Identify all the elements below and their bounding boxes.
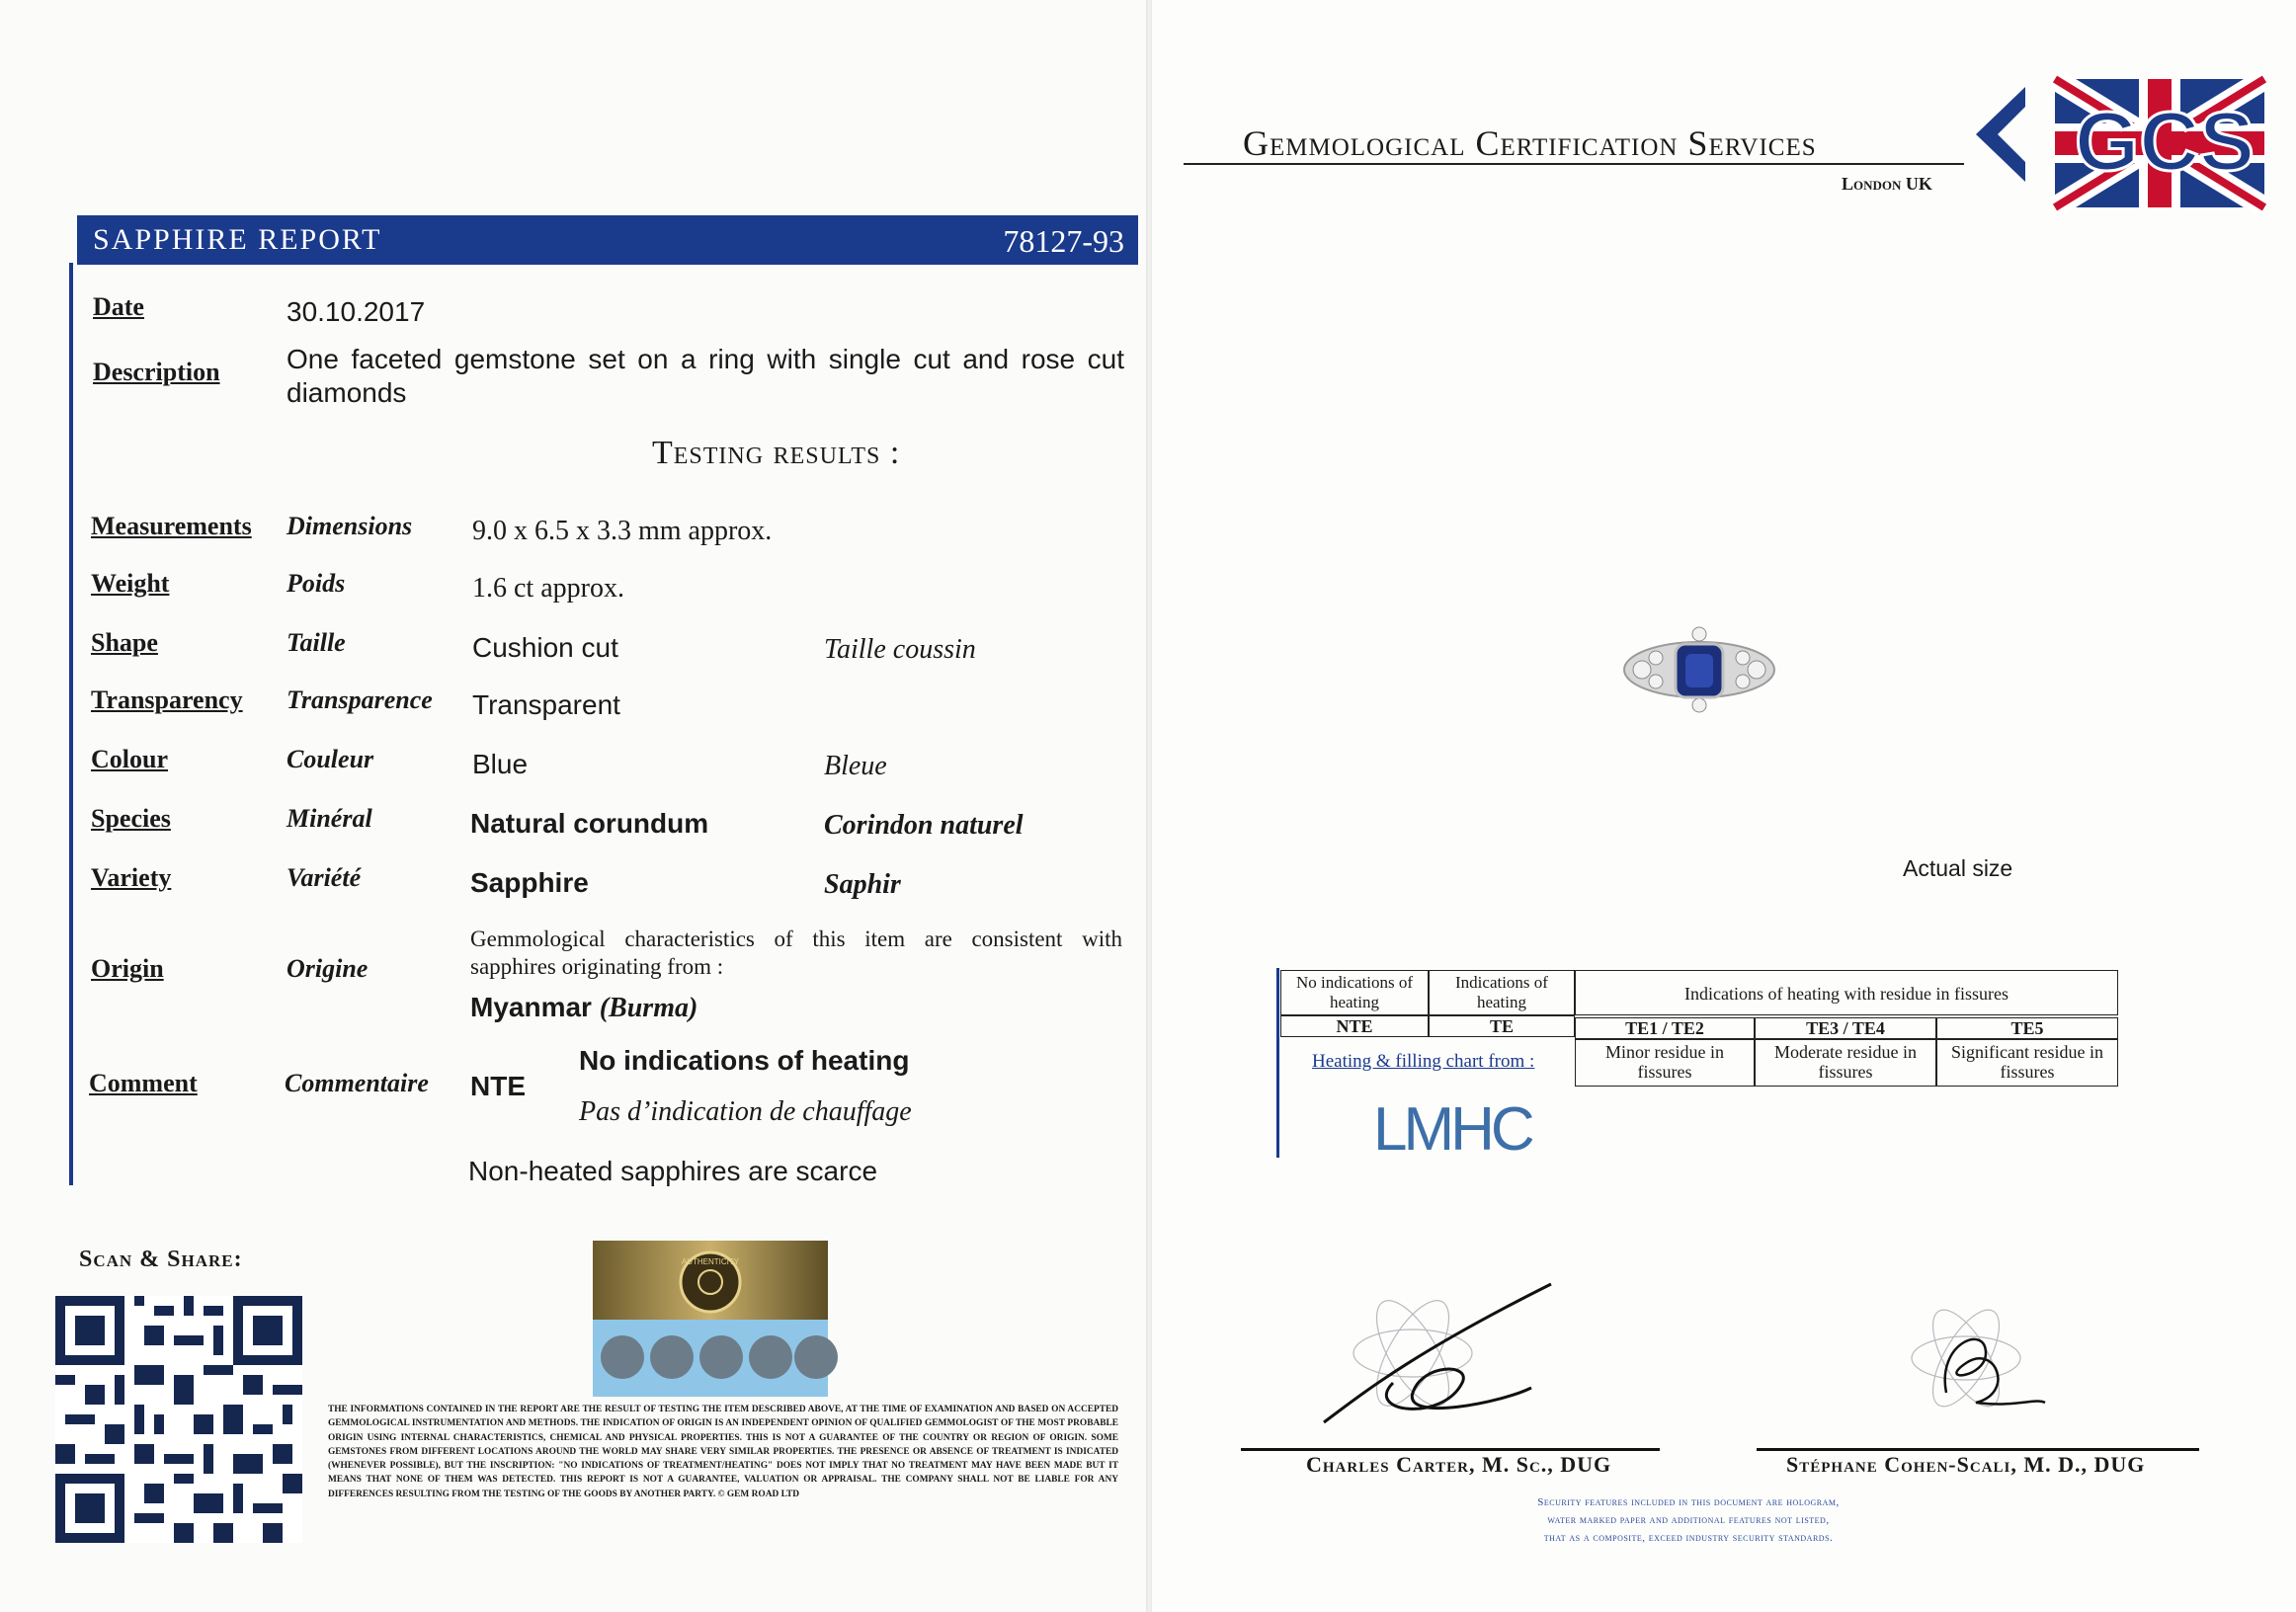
report-side-rule	[69, 263, 73, 1185]
heat-code-nte: NTE	[1280, 1015, 1429, 1037]
origin-text-line-1: Gemmological characteristics of this item are consistent with	[470, 927, 1122, 951]
signatory-2-name: Stéphane Cohen-Scali, M. D., DUG	[1786, 1452, 2146, 1477]
row-label-weight: Weight	[91, 569, 170, 598]
row-frvalue-variety: Saphir	[824, 869, 901, 900]
qr-code[interactable]	[55, 1296, 302, 1543]
origin-country-name: Myanmar	[470, 992, 592, 1022]
row-value-shape: Cushion cut	[472, 632, 618, 663]
testing-results-heading: Testing results :	[652, 435, 901, 471]
origin-label: Origin	[91, 954, 164, 983]
description-line-1: One faceted gemstone set on a ring with single cut and rose cut	[287, 344, 1124, 374]
description-label: Description	[93, 358, 220, 386]
disclaimer-text: THE INFORMATIONS CONTAINED IN THE REPORT ARE THE RESULT OF TESTING THE ITEM DESCRIBED ABOVE, AT THE TIME OF EXAMINATION AND BASED ON ACCEPTED GEMMOLOGICAL INSTRUMENTATION AND METHODS. THE INDICATION OF ORIGIN IS AN INDEPENDENT OPINION OF QUALIFIED GEMMOLOGIST OF THE MOST PROBABLE ORIGIN USING INTERNAL CHARACTERISTICS, CHEMICAL AND PHYSICAL PROPERTIES. THIS IS NOT A GUARANTEE OF THE COUNTRY OR REGION OF ORIGIN. SOME GEMSTONES FROM DIFFERENT LOCATIONS AROUND THE WORLD MAY SHARE VERY SIMILAR PROPERTIES. THE PRESENCE OR ABSENCE OF TREATMENT IS INDICATED (WHENEVER POSSIBLE), BUT THE INSCRIPTION: "NO INDICATIONS OF TREATMENT/HEATING" DOES NOT IMPLY THAT NO TREATMENT MAY HAVE BEEN MADE BUT IT MEANS THAT NONE OF THEM WAS DETECTED. THIS REPORT IS NOT A GUARANTEE, VALUATION OR APPRAISAL. THE COMPANY SHALL NOT BE LIABLE FOR ANY DIFFERENCES RESULTING FROM THE TESTING OF THE GOODS BY ANOTHER PARTY. © GEM ROAD LTD	[328, 1405, 1118, 1499]
comment-text: No indications of heating	[579, 1045, 910, 1076]
heat-code-te5: TE5	[1936, 1017, 2118, 1039]
row-label-colour: Colour	[91, 745, 168, 773]
heat-desc-moderate: Moderate residue in fissures	[1755, 1039, 1936, 1087]
heating-chart-source-link[interactable]: Heating & filling chart from :	[1312, 1051, 1535, 1072]
security-note-line-3: that as a composite, exceed industry security standards.	[1543, 1532, 1834, 1544]
date-value: 30.10.2017	[287, 296, 426, 327]
actual-size-label: Actual size	[1903, 855, 2013, 881]
security-note	[1456, 1493, 1921, 1547]
heating-chart-side-rule	[1276, 968, 1279, 1158]
row-fr-shape: Taille	[287, 628, 346, 657]
signature-line-2	[1757, 1448, 2199, 1451]
authenticity-hologram	[593, 1241, 828, 1397]
comment-code: NTE	[470, 1071, 526, 1101]
heat-code-te: TE	[1429, 1015, 1575, 1037]
row-frvalue-colour: Bleue	[824, 751, 887, 781]
row-frvalue-shape: Taille coussin	[824, 634, 976, 665]
lmhc-logo	[1373, 1092, 1531, 1164]
lab-name: Gemmological Certification Services	[1243, 123, 1817, 163]
heat-code-te1-te2: TE1 / TE2	[1575, 1017, 1755, 1039]
report-title: SAPPHIRE REPORT	[93, 223, 382, 256]
comment-text-fr: Pas d’indication de chauffage	[579, 1096, 912, 1127]
gcs-logo	[1966, 79, 2264, 207]
security-note-line-2: water marked paper and additional features not listed,	[1547, 1514, 1830, 1526]
report-header-bar	[77, 215, 1138, 265]
signatory-1-name: Charles Carter, M. Sc., DUG	[1306, 1452, 1612, 1477]
row-value-measurements: 9.0 x 6.5 x 3.3 mm approx.	[472, 516, 773, 546]
signature-cohen-scali	[1877, 1284, 2094, 1432]
comment-note: Non-heated sapphires are scarce	[468, 1156, 878, 1186]
origin-text-line-2: sapphires originating from :	[470, 954, 724, 979]
comment-label: Comment	[89, 1069, 198, 1097]
row-value-colour: Blue	[472, 749, 529, 779]
heat-desc-significant: Significant residue in fissures	[1936, 1039, 2118, 1087]
description-line-2: diamonds	[287, 377, 407, 408]
signature-line-1	[1241, 1448, 1660, 1451]
row-frvalue-species: Corindon naturel	[824, 810, 1024, 841]
heat-desc-minor: Minor residue in fissures	[1575, 1039, 1755, 1087]
heat-col1-header: No indications of heating	[1280, 970, 1429, 1015]
row-label-shape: Shape	[91, 628, 158, 657]
origin-country-alt: (Burma)	[599, 993, 698, 1023]
row-value-weight: 1.6 ct approx.	[472, 573, 624, 604]
row-fr-species: Minéral	[287, 804, 372, 833]
hologram-text: AUTHENTICITY	[681, 1257, 740, 1266]
scan-share-title: Scan & Share:	[79, 1247, 243, 1272]
origin-fr-label: Origine	[287, 954, 369, 983]
row-label-measurements: Measurements	[91, 512, 252, 540]
heat-col2-header: Indications of heating	[1429, 970, 1575, 1015]
row-label-variety: Variety	[91, 863, 172, 892]
gcs-logo-text: GCS	[2075, 95, 2255, 188]
signature-carter	[1304, 1274, 1581, 1432]
comment-fr-label: Commentaire	[285, 1069, 429, 1097]
row-value-variety: Sapphire	[470, 867, 589, 898]
lab-name-rule	[1184, 163, 1964, 165]
date-label: Date	[93, 292, 144, 321]
row-fr-variety: Variété	[287, 863, 362, 892]
row-label-species: Species	[91, 804, 171, 833]
row-value-transparency: Transparent	[472, 689, 620, 720]
row-value-species: Natural corundum	[470, 808, 709, 839]
row-fr-weight: Poids	[287, 569, 346, 598]
ring-photo	[1620, 620, 1778, 719]
origin-country	[470, 992, 697, 1024]
row-fr-colour: Couleur	[287, 745, 374, 773]
lmhc-logo-text: LMHC	[1373, 1095, 1531, 1164]
row-fr-transparency: Transparence	[287, 685, 433, 714]
security-note-line-1: Security features included in this document are hologram,	[1537, 1496, 1840, 1508]
report-number: 78127-93	[1003, 223, 1124, 259]
row-label-transparency: Transparency	[91, 685, 243, 714]
lab-location: London UK	[1842, 174, 1932, 194]
heat-code-te3-te4: TE3 / TE4	[1755, 1017, 1936, 1039]
row-fr-measurements: Dimensions	[287, 512, 413, 540]
heat-col3-header: Indications of heating with residue in fissures	[1575, 970, 2118, 1015]
